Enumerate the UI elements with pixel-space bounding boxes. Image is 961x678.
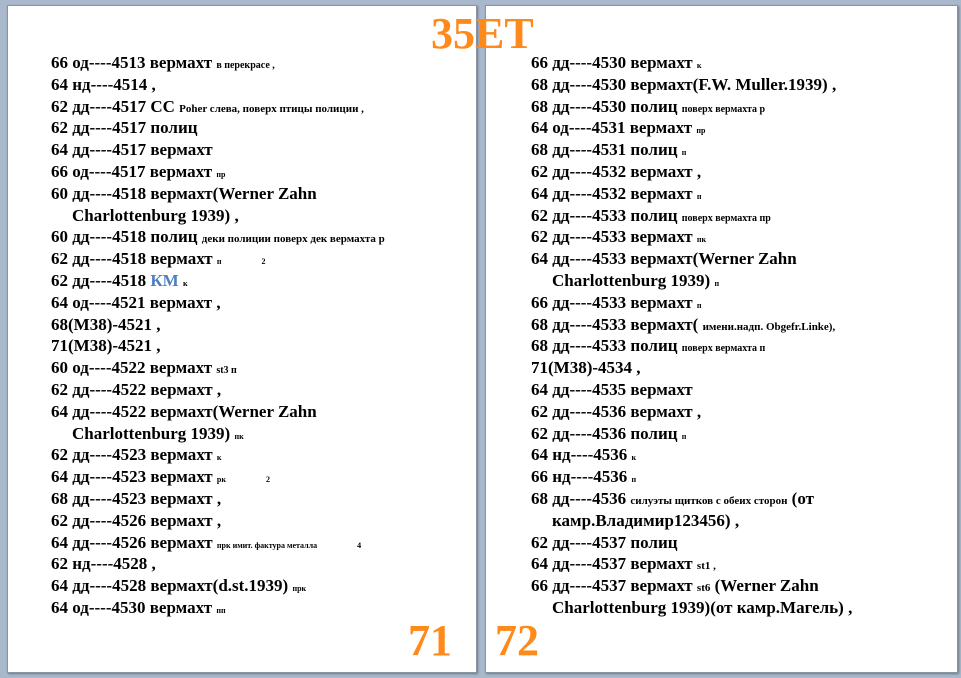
entry-line (531, 423, 941, 445)
entry-text: 60 дд----4518 вермахт(Werner Zahn (51, 183, 317, 203)
entry-footnote-mark: 2 (261, 257, 266, 267)
entry-note: пк (696, 235, 707, 245)
entry-note: п (714, 278, 720, 288)
entry-note: поверх вермахта пр (681, 212, 771, 224)
entry-line (531, 248, 941, 270)
entry-text: 68 дд----4530 вермахт(F.W. Muller.1939) , (531, 74, 837, 94)
entry-line (531, 139, 941, 161)
entry-text: 68 дд----4536 (531, 488, 627, 508)
entry-line (531, 205, 941, 227)
entry-text: 66 дд----4530 вермахт (531, 53, 693, 72)
entry-text: 62 дд----4533 полиц (531, 205, 678, 225)
entry-note: st3 п (216, 365, 237, 377)
entry-text: 64 дд----4537 вермахт (531, 554, 693, 574)
entry-text: 68(М38)-4521 , (51, 314, 161, 334)
entry-note: п (696, 300, 702, 310)
entry-text: 62 дд----4536 полиц (531, 423, 678, 443)
entry-text: 64 од----4531 вермахт (531, 118, 693, 138)
entry-note: st1 , (696, 560, 716, 573)
entry-line (531, 292, 941, 314)
entry-line (51, 226, 461, 248)
entry-text: Charlottenburg 1939) (72, 423, 231, 443)
entry-text: 66 нд----4536 (531, 467, 628, 487)
entry-text: 62 дд----4522 вермахт , (51, 379, 222, 399)
entry-note: п (216, 257, 222, 267)
entry-line (51, 532, 461, 554)
entry-text: 66 дд----4537 вермахт (531, 576, 693, 596)
entry-text: 64 дд----4528 вермахт(d.st.1939) (51, 576, 289, 596)
entry-note: к (631, 453, 637, 463)
entry-line (51, 444, 461, 466)
entry-text: Charlottenburg 1939)(от камр.Магель) , (552, 597, 853, 617)
entry-text: 68 дд----4533 вермахт( (531, 314, 699, 334)
entry-line (531, 226, 941, 248)
entry-text: 60 дд----4518 полиц (51, 227, 198, 247)
entry-line (531, 444, 941, 466)
entry-note: силуэты щитков с обеих сторон (630, 494, 788, 507)
entry-text: 68 дд----4523 вермахт , (51, 488, 222, 508)
entry-text: 64 дд----4533 вермахт(Werner Zahn (531, 249, 797, 269)
left-page (7, 5, 477, 673)
entry-text: 64 дд----4535 вермахт (531, 379, 693, 399)
entry-text: 62 дд----4532 вермахт , (531, 161, 702, 181)
entry-note: к (182, 278, 188, 288)
entry-note: st6 (696, 582, 711, 595)
left-page-entries (51, 52, 461, 619)
entry-km-label: КМ (150, 270, 179, 290)
entry-text: 71(М38)-4534 , (531, 358, 641, 378)
entry-line (531, 401, 941, 423)
entry-line (51, 335, 461, 357)
entry-line (51, 117, 461, 139)
entry-text: 62 дд----4537 полиц (531, 532, 678, 552)
entry-text: 62 дд----4536 вермахт , (531, 401, 702, 421)
entry-line (51, 379, 461, 401)
entry-text: 62 дд----4518 (51, 270, 147, 290)
entry-text: камр.Владимир123456) , (552, 510, 740, 530)
entry-text: 64 дд----4517 вермахт (51, 140, 213, 160)
entry-line (531, 532, 941, 554)
entry-note: прк имит. фактура металла (216, 540, 318, 550)
entry-note: деки полиции поверх дек вермахта р (201, 233, 385, 246)
entry-text: 68 дд----4533 полиц (531, 336, 678, 356)
entry-note: пр (216, 169, 226, 179)
entry-line (51, 52, 461, 74)
entry-text: 62 нд----4528 , (51, 554, 156, 574)
entry-line (531, 314, 941, 336)
entry-line (51, 292, 461, 314)
entry-line (531, 52, 941, 74)
entry-line (51, 357, 461, 379)
entry-text: 71(М38)-4521 , (51, 336, 161, 356)
entry-line (51, 183, 461, 205)
entry-note: пр (696, 126, 706, 136)
entry-footnote-mark: 2 (265, 475, 270, 485)
entry-line (51, 423, 461, 445)
entry-tail: (от (791, 488, 814, 508)
entry-text: 66 од----4513 вермахт (51, 53, 213, 72)
entry-line (51, 139, 461, 161)
entry-text: 62 дд----4517 полиц (51, 118, 198, 138)
entry-line (51, 553, 461, 575)
entry-line (51, 314, 461, 336)
entry-text: 66 од----4517 вермахт (51, 161, 213, 181)
entry-line (531, 335, 941, 357)
entry-line (51, 401, 461, 423)
entry-line (51, 597, 461, 619)
entry-line (51, 575, 461, 597)
entry-text: 64 од----4521 вермахт , (51, 292, 221, 312)
entry-text: 62 дд----4526 вермахт , (51, 510, 222, 530)
entry-text: 64 дд----4526 вермахт (51, 532, 213, 552)
entry-line (531, 270, 941, 292)
entry-line (531, 510, 941, 532)
entry-note: пк (234, 431, 244, 441)
entry-text: 62 дд----4518 вермахт (51, 249, 213, 269)
entry-text: 68 дд----4530 полиц (531, 96, 678, 116)
entry-note: поверх вермахта р (681, 103, 766, 115)
entry-line (531, 553, 941, 575)
entry-line (531, 379, 941, 401)
entry-line (531, 466, 941, 488)
entry-line (531, 96, 941, 118)
entry-note: в перекрасе , (216, 60, 275, 71)
entry-note: пп (216, 605, 226, 615)
header-tag: 35ET (431, 9, 534, 58)
entry-note: к (696, 61, 702, 70)
entry-line (531, 488, 941, 510)
entry-note: к (216, 453, 222, 463)
entry-line (531, 575, 941, 597)
entry-line (51, 74, 461, 96)
right-page (485, 5, 958, 673)
right-page-entries (531, 52, 941, 619)
entry-note: прк (292, 584, 307, 594)
entry-line (531, 597, 941, 619)
page-number-left: 71 (408, 616, 452, 665)
entry-text: 64 нд----4514 , (51, 74, 156, 94)
entry-line (531, 74, 941, 96)
entry-line (51, 248, 461, 270)
entry-note: п (631, 475, 637, 485)
entry-line (531, 357, 941, 379)
entry-text: 64 дд----4522 вермахт(Werner Zahn (51, 401, 317, 421)
entry-text: 64 дд----4523 вермахт (51, 467, 213, 487)
entry-note: п (696, 191, 702, 201)
entry-text: 62 дд----4533 вермахт (531, 227, 693, 247)
entry-note: рк (216, 475, 226, 485)
entry-text: 68 дд----4531 полиц (531, 140, 678, 160)
entry-note: поверх вермахта п (681, 343, 766, 355)
page-number-right: 72 (495, 616, 539, 665)
entry-line (51, 205, 461, 227)
entry-tail: (Werner Zahn (714, 576, 819, 596)
entry-line (531, 161, 941, 183)
entry-footnote-mark: 4 (357, 540, 362, 550)
entry-text: 62 дд----4517 СС (51, 96, 175, 116)
entry-text: 60 од----4522 вермахт (51, 358, 213, 378)
entry-note: имени.надп. Obgefr.Linke), (702, 320, 836, 333)
entry-line (51, 270, 461, 292)
entry-note: Poher слева, поверх птицы полиции , (179, 102, 364, 115)
entry-line (51, 466, 461, 488)
entry-line (531, 183, 941, 205)
entry-line (51, 161, 461, 183)
entry-line (531, 117, 941, 139)
entry-line (51, 488, 461, 510)
entry-note: п (681, 431, 687, 441)
entry-text: 64 од----4530 вермахт (51, 597, 213, 617)
entry-text: 62 дд----4523 вермахт (51, 445, 213, 465)
entry-line (51, 510, 461, 532)
entry-text: 64 нд----4536 (531, 445, 628, 465)
entry-text: Charlottenburg 1939) , (72, 205, 239, 225)
entry-text: Charlottenburg 1939) (552, 270, 711, 290)
entry-text: 66 дд----4533 вермахт (531, 292, 693, 312)
entry-line (51, 96, 461, 118)
entry-text: 64 дд----4532 вермахт (531, 183, 693, 203)
entry-note: п (681, 148, 687, 158)
